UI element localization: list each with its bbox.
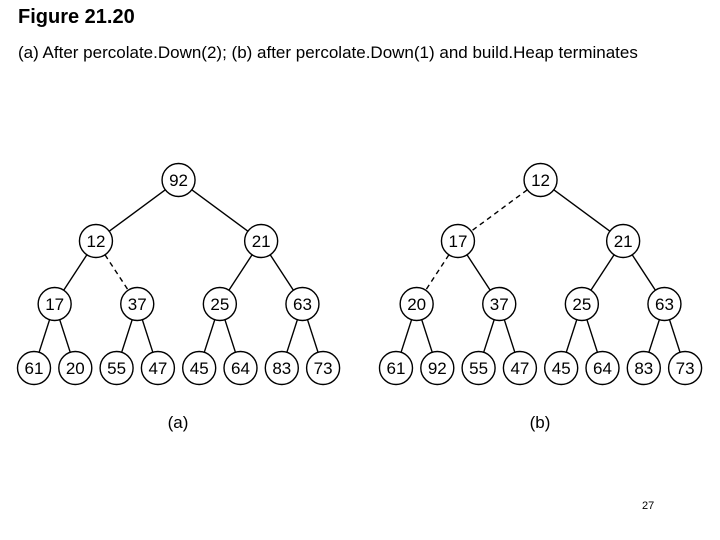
heap-node-label: 83 [272, 359, 292, 378]
heap-node [79, 225, 112, 258]
heap-node-label: 73 [675, 359, 695, 378]
heap-node [38, 288, 71, 321]
heap-node-label: 21 [251, 232, 271, 251]
heap-node [224, 352, 257, 385]
heap-node-label: 25 [572, 295, 592, 314]
heap-node [100, 352, 133, 385]
tree-edge-dashed [426, 255, 449, 290]
heap-node [586, 352, 619, 385]
tree-edge [60, 320, 71, 353]
heap-node-label: 47 [148, 359, 168, 378]
heap-node [400, 288, 433, 321]
heap-node [462, 352, 495, 385]
heap-node [648, 288, 681, 321]
tree-edge [422, 320, 433, 353]
heap-node [265, 352, 298, 385]
tree-edge [554, 190, 610, 231]
heap-node-label: 92 [427, 359, 447, 378]
figure-caption: (a) After percolate.Down(2); (b) after percolate.Down(1) and build.Heap terminates [18, 43, 638, 62]
heap-node-label: 55 [107, 359, 127, 378]
heap-node [627, 352, 660, 385]
heap-node-label: 12 [531, 171, 551, 190]
figure-title: Figure 21.20 [18, 6, 135, 28]
tree-edge-dashed [471, 190, 527, 231]
heap-node [18, 352, 51, 385]
heap-node [565, 288, 598, 321]
tree-edge [591, 255, 614, 290]
heap-node-label: 63 [292, 295, 312, 314]
tree-edge [504, 320, 515, 353]
heap-tree-b [380, 164, 702, 433]
heap-node-label: 45 [551, 359, 571, 378]
heap-node-label: 73 [313, 359, 333, 378]
heap-node-label: 37 [489, 295, 509, 314]
page-number: 27 [642, 500, 655, 512]
heap-node-label: 61 [24, 359, 44, 378]
heap-node [441, 225, 474, 258]
tree-edge [287, 320, 298, 353]
heap-node [669, 352, 702, 385]
tree-edge [64, 255, 87, 290]
tree-edge [229, 255, 252, 290]
heap-node [183, 352, 216, 385]
heap-node [607, 225, 640, 258]
tree-edge [670, 320, 681, 353]
tree-edge [142, 320, 153, 353]
tree-edge [401, 320, 412, 353]
heap-node-label: 92 [169, 171, 189, 190]
tree-edge [467, 255, 490, 290]
heap-node-label: 61 [386, 359, 406, 378]
heap-node [286, 288, 319, 321]
heap-node-label: 12 [86, 232, 106, 251]
heap-node-label: 83 [634, 359, 654, 378]
tree-edge [192, 190, 248, 231]
tree-edge [587, 320, 598, 353]
heap-tree-a [18, 164, 340, 433]
heap-node [59, 352, 92, 385]
tree-edge [204, 320, 215, 353]
tree-edge [270, 255, 293, 290]
heap-node-label: 17 [45, 295, 65, 314]
heap-node [380, 352, 413, 385]
heap-node-label: 20 [65, 359, 85, 378]
heap-node [203, 288, 236, 321]
heap-node [121, 288, 154, 321]
heap-node-label: 21 [613, 232, 633, 251]
heap-node [141, 352, 174, 385]
heap-node-label: 37 [127, 295, 147, 314]
tree-edge [39, 320, 50, 353]
heap-node [162, 164, 195, 197]
heap-node [421, 352, 454, 385]
tree-edge [484, 320, 495, 353]
tree-edge [649, 320, 660, 353]
tree-edge [109, 190, 165, 231]
heap-node-label: 25 [210, 295, 230, 314]
tree-edge [122, 320, 133, 353]
tree-edge [566, 320, 577, 353]
heap-node [524, 164, 557, 197]
tree-caption: (b) [529, 413, 551, 432]
heap-node [483, 288, 516, 321]
heap-node-label: 64 [231, 359, 250, 378]
heap-node-label: 63 [654, 295, 674, 314]
heap-node-label: 45 [189, 359, 209, 378]
tree-edge [308, 320, 319, 353]
heap-node-label: 64 [593, 359, 612, 378]
heap-node-label: 47 [510, 359, 530, 378]
tree-edge [632, 255, 655, 290]
heap-node [245, 225, 278, 258]
tree-edge-dashed [105, 255, 128, 290]
tree-caption: (a) [167, 413, 189, 432]
heap-node [545, 352, 578, 385]
heap-node-label: 17 [448, 232, 468, 251]
tree-edge [225, 320, 236, 353]
heap-node-label: 55 [469, 359, 489, 378]
heap-node-label: 20 [407, 295, 427, 314]
heap-node [503, 352, 536, 385]
heap-node [307, 352, 340, 385]
